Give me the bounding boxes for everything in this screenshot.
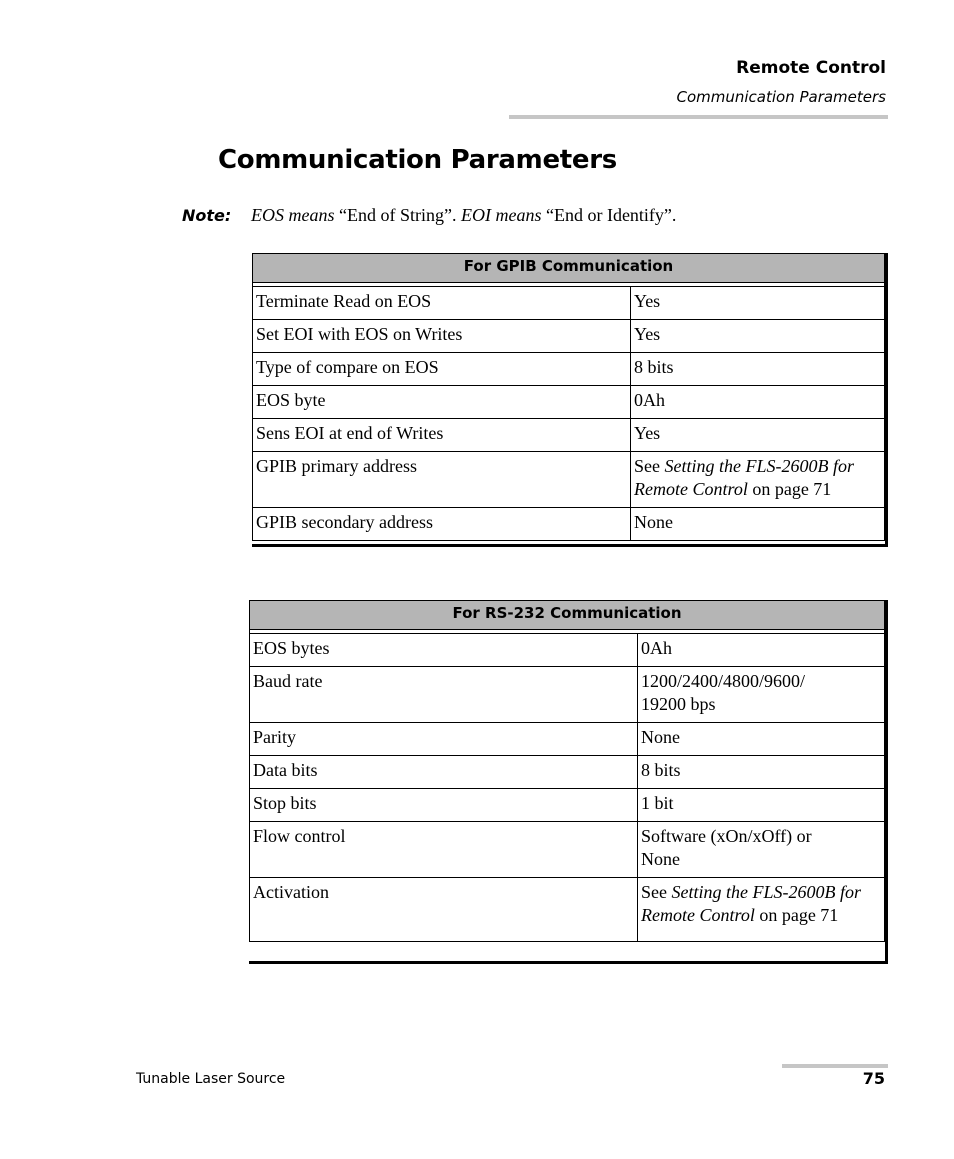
param-value: None [638,723,885,756]
see-prefix: See [634,456,665,476]
param-value [631,452,885,508]
param-value: Yes [631,320,885,353]
param-name: Type of compare on EOS [253,353,631,386]
param-name: Terminate Read on EOS [253,287,631,320]
gpib-table-shadow-right [885,253,888,547]
param-name: Sens EOI at end of Writes [253,419,631,452]
param-name: Activation [250,878,638,942]
gpib-table-heading: For GPIB Communication [253,254,885,283]
param-value [638,822,885,878]
note-text-eoi: EOI means [460,205,542,225]
value-line: 1200/2400/4800/9600/ [641,671,806,691]
param-value: 1 bit [638,789,885,822]
param-value [638,667,885,723]
rs232-table-shadow-right [885,600,888,964]
rs232-table-heading: For RS-232 Communication [250,601,885,630]
rs232-table-shadow-bottom [249,961,888,964]
table-row [250,878,885,942]
table-row [250,822,885,878]
param-name: Stop bits [250,789,638,822]
param-name: GPIB primary address [253,452,631,508]
param-value: Yes [631,287,885,320]
param-value: Yes [631,419,885,452]
page-title: Communication Parameters [218,145,617,175]
value-line: 19200 bps [641,694,716,714]
running-header-chapter: Remote Control [736,58,886,78]
value-line: None [641,849,680,869]
running-header-section: Communication Parameters [676,88,886,106]
note-text-eos-def: “End of String”. [334,205,461,225]
page-number: 75 [862,1069,885,1088]
table-row [250,723,885,756]
see-prefix: See [641,882,672,902]
param-value: 8 bits [631,353,885,386]
cross-reference-link[interactable]: Setting the FLS-2600B for Remote Control [634,456,854,499]
param-name: Set EOI with EOS on Writes [253,320,631,353]
param-value: 8 bits [638,756,885,789]
note [182,205,676,226]
param-value [638,878,885,942]
table-row [250,634,885,667]
value-line: Software (xOn/xOff) or [641,826,812,846]
cross-reference-link[interactable]: Setting the FLS-2600B for Remote Control [641,882,861,925]
param-name: GPIB secondary address [253,508,631,541]
table-row [253,287,885,320]
table-row [253,320,885,353]
table-row [253,353,885,386]
table-row [250,789,885,822]
table-row [253,508,885,541]
gpib-table [252,253,885,541]
footer-product-name: Tunable Laser Source [136,1071,286,1087]
param-name: EOS bytes [250,634,638,667]
note-label: Note: [182,206,232,225]
page-reference: on page 71 [754,905,839,925]
header-rule [509,115,888,119]
rs232-table [249,600,885,942]
gpib-table-shadow-bottom [252,544,888,547]
param-name: Flow control [250,822,638,878]
param-name: Parity [250,723,638,756]
param-name: Baud rate [250,667,638,723]
param-value: None [631,508,885,541]
note-text-eos: EOS means [251,205,335,225]
table-row [250,667,885,723]
param-value: 0Ah [638,634,885,667]
page-reference: on page 71 [747,479,832,499]
table-row [253,386,885,419]
table-row [253,419,885,452]
footer-rule [782,1064,888,1068]
param-name: Data bits [250,756,638,789]
param-value: 0Ah [631,386,885,419]
table-row [250,756,885,789]
note-text-eoi-def: “End or Identify”. [541,205,677,225]
table-row [253,452,885,508]
param-name: EOS byte [253,386,631,419]
